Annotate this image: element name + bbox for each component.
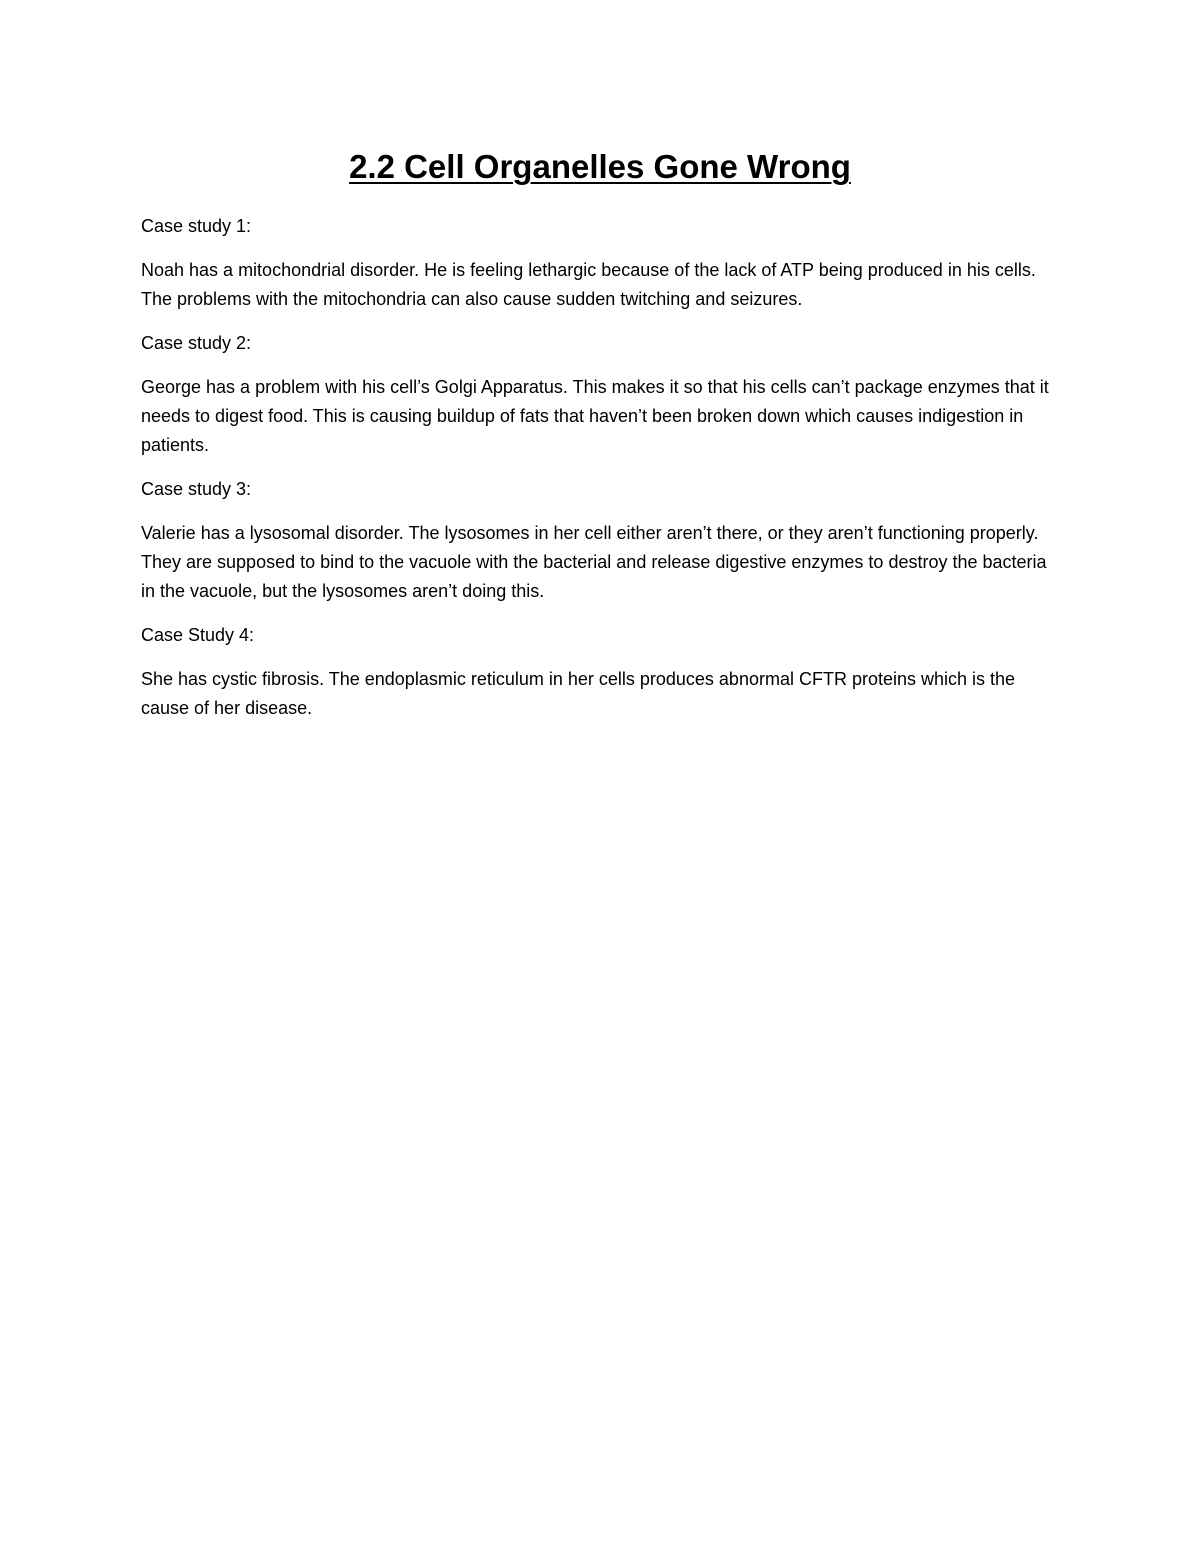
document-body (141, 212, 1061, 738)
case-study-1-text: Noah has a mitochondrial disorder. He is feeling lethargic because of the lack of ATP being produced in his cells. The problems with the mitochondria can also cause sudden twitching and seizures. (141, 260, 1036, 309)
case-study-4-heading: Case Study 4: (141, 625, 255, 645)
case-study-2-text: George has a problem with his cell’s Golgi Apparatus. This makes it so that his cells can’t package enzymes that it needs to digest food. This is causing buildup of fats that haven’t been broken down which causes indigestion in patients. (141, 377, 1049, 455)
case-study-4-text: She has cystic fibrosis. The endoplasmic reticulum in her cells produces abnormal CFTR proteins which is the cause of her disease. (141, 669, 1016, 718)
page-title: 2.2 Cell Organelles Gone Wrong (349, 148, 851, 185)
case-study-2-heading: Case study 2: (141, 333, 252, 353)
case-study-3-heading: Case study 3: (141, 479, 252, 499)
case-study-3-text: Valerie has a lysosomal disorder. The lysosomes in her cell either aren’t there, or they aren’t functioning properly. They are supposed to bind to the vacuole with the bacterial and release digestive enzymes to destroy the bacteria in the vacuole, but the lysosomes aren’t doing this. (141, 523, 1047, 601)
case-study-1-heading: Case study 1: (141, 216, 252, 236)
